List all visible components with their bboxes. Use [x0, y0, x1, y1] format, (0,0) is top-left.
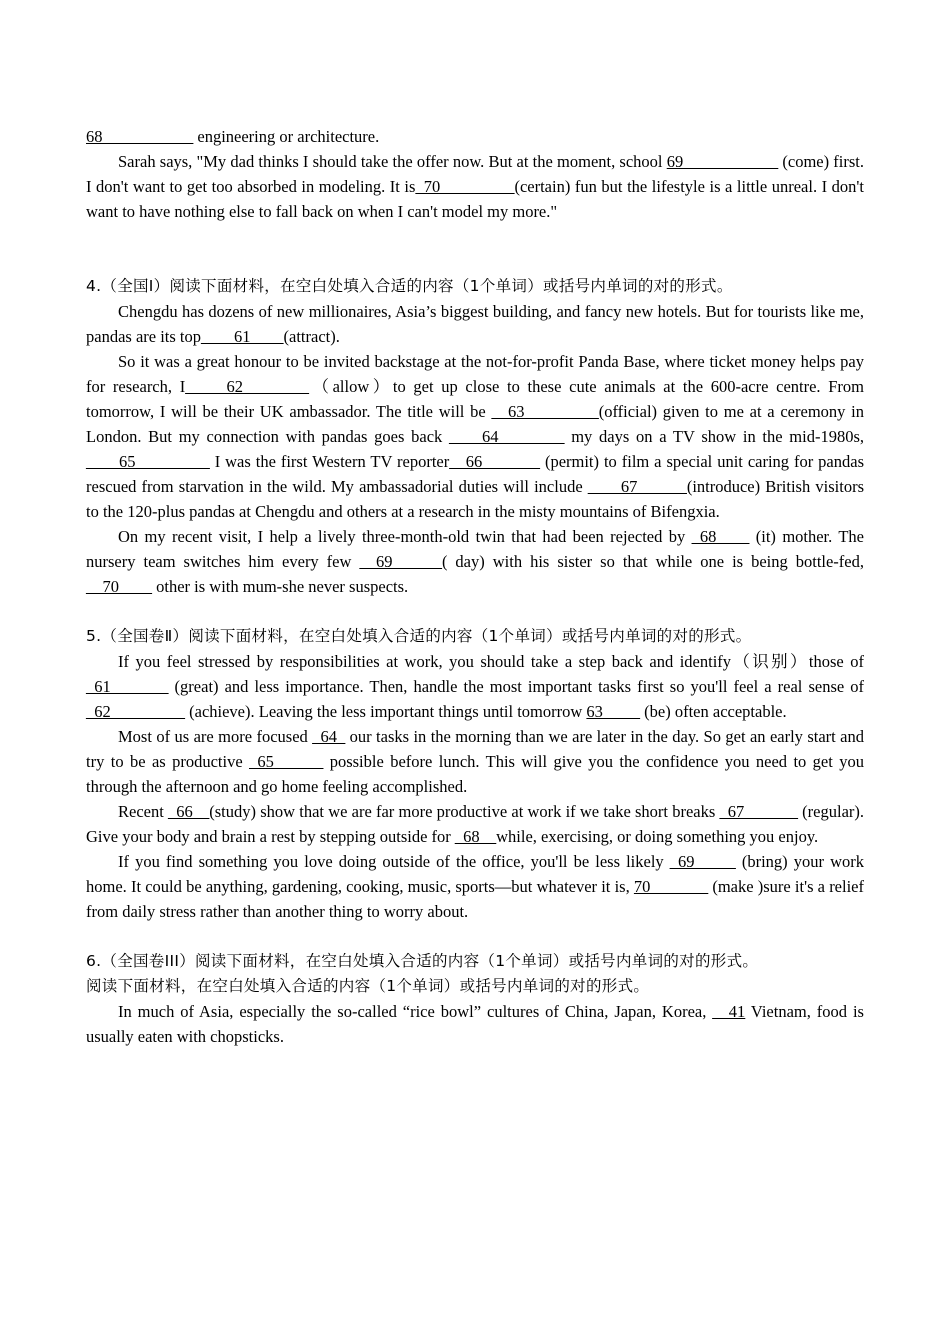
text-run: while, exercising, or doing something you enjoy. [496, 827, 819, 846]
spacer [86, 224, 864, 249]
s6-subheading: 阅读下面材料，在空白处填入合适的内容（1个单词）或括号内单词的对的形式。 [86, 977, 650, 995]
text-run: ( day) with his sister so that while one is being bottle-fed, [441, 552, 865, 571]
text-run: engineering or architecture. [193, 127, 380, 146]
answer-blank: 63 ____ [586, 702, 641, 721]
document-content [86, 124, 864, 1049]
answer-blank: 69 ___________ [666, 152, 779, 171]
text-run: Recent [118, 802, 169, 821]
text-run: (come) first. I don't want to get too absorbed in modeling. It is [86, 152, 864, 196]
answer-blank: _61_______ [86, 677, 169, 696]
answer-blank: _64_ [312, 727, 346, 746]
answer-blank: _69_____ [669, 852, 736, 871]
text-run: (official) given to me at a ceremony in London. But my connection with pandas goes back [86, 402, 864, 446]
text-run: (study) show that we are far more productive at work if we take short breaks [209, 802, 720, 821]
text-run: possible before lunch. This will give you the confidence you need to get you through the afternoon and go home feeling accomplished. [86, 752, 864, 796]
s6-paragraph-1 [86, 999, 864, 1049]
answer-blank: ____64________ [449, 427, 565, 446]
answer-blank: _62_________ [86, 702, 185, 721]
text-run: (permit) to film a special unit caring for pandas rescued from starvation in the wild. My ambassadorial duties will include [86, 452, 865, 496]
answer-blank: __69______ [359, 552, 442, 571]
text-run: (bring) your work home. It could be anything, gardening, cooking, music, sports—but whatever it is, [86, 852, 864, 896]
answer-blank: _70_________ [415, 177, 515, 196]
text-run: other is with mum-she never suspects. [152, 577, 409, 596]
answer-blank: 68___________ [86, 127, 194, 146]
answer-blank: ____67______ [587, 477, 687, 496]
s5-paragraph-4 [86, 849, 864, 924]
answer-blank: _67 ______ [719, 802, 798, 821]
s4-paragraph-2 [86, 349, 864, 524]
text-run: Vietnam, food is usually eaten with chopsticks. [86, 1002, 864, 1046]
text-run: (it) mother. The nursery team switches him every few [86, 527, 865, 571]
text-run: (be) often acceptable. [640, 702, 787, 721]
s4-heading: 4.（全国Ⅰ）阅读下面材料，在空白处填入合适的内容（1个单词）或括号内单词的对的形式。 [86, 277, 733, 295]
answer-blank: __63_________ [491, 402, 599, 421]
s5-paragraph-3 [86, 799, 864, 849]
s3-paragraph-2 [86, 149, 864, 224]
s4-paragraph-1 [86, 299, 864, 349]
answer-blank: ____65_________ [86, 452, 210, 471]
text-run: Most of us are more focused [118, 727, 313, 746]
text-run: I was the first Western TV reporter [209, 452, 450, 471]
text-run: In much of Asia, especially the so-called “rice bowl” cultures of China, Japan, Korea, [118, 1002, 713, 1021]
text-run: Sarah says, "My dad thinks I should take the offer now. But at the moment, school [118, 152, 667, 171]
text-run: On my recent visit, I help a lively three-month-old twin that had been rejected by [118, 527, 692, 546]
text-run: (regular). Give your body and brain a rest by stepping outside for [86, 802, 865, 846]
text-run: So it was a great honour to be invited backstage at the not-for-profit Panda Base, where ticket money helps pay for research, I [86, 352, 864, 396]
answer-blank: __41 [712, 1002, 746, 1021]
s6-heading: 6.（全国卷III）阅读下面材料，在空白处填入合适的内容（1个单词）或括号内单词的对的形式。 [86, 952, 759, 970]
text-run: If you feel stressed by responsibilities at work, you should take a step back and identify（识别）those of [118, 652, 864, 671]
answer-blank: 70_______ [633, 877, 709, 896]
s4-paragraph-3 [86, 524, 864, 599]
answer-blank: _68____ [691, 527, 750, 546]
text-run: (great) and less importance. Then, handle the most important tasks first so you'll feel a real sense of [168, 677, 864, 696]
answer-blank: __70____ [86, 577, 152, 596]
text-run: (achieve). Leaving the less important things until tomorrow [185, 702, 587, 721]
text-run: our tasks in the morning than we are later in the day. So get an early start and try to be as productive [86, 727, 864, 771]
spacer [86, 599, 864, 624]
text-run: (introduce) British visitors to the 120-plus pandas at Chengdu and others at a research in the misty mountains of Bifengxia. [86, 477, 864, 521]
s5-paragraph-1 [86, 649, 864, 724]
answer-blank: _65______ [249, 752, 324, 771]
text-run: If you find something you love doing outside of the office, you'll be less likely [118, 852, 670, 871]
spacer [86, 924, 864, 949]
text-run: my days on a TV show in the mid-1980s, [564, 427, 865, 446]
s5-heading: 5.（全国卷Ⅱ）阅读下面材料，在空白处填入合适的内容（1个单词）或括号内单词的对的形式。 [86, 627, 752, 645]
text-run: (attract). [283, 327, 340, 346]
s3-paragraph-1 [86, 124, 864, 149]
text-run: Chengdu has dozens of new millionaires, Asia’s biggest building, and fancy new hotels. But for tourists like me, pandas are its top [86, 302, 864, 346]
spacer [86, 249, 864, 274]
text-run: (make )sure it's a relief from daily stress rather than another thing to worry about. [86, 877, 864, 921]
answer-blank: ____61____ [201, 327, 284, 346]
answer-blank: _____62________ [185, 377, 309, 396]
s5-paragraph-2 [86, 724, 864, 799]
answer-blank: _68__ [454, 827, 497, 846]
answer-blank: __66_______ [449, 452, 540, 471]
answer-blank: _66__ [168, 802, 210, 821]
text-run: (certain) fun but the lifestyle is a little unreal. I don't want to have nothing else to fall back on when I can't model my more." [86, 177, 864, 221]
text-run: （allow）to get up close to these cute animals at the 600-acre centre. From tomorrow, I will be their UK ambassador. The title will be [86, 377, 864, 421]
